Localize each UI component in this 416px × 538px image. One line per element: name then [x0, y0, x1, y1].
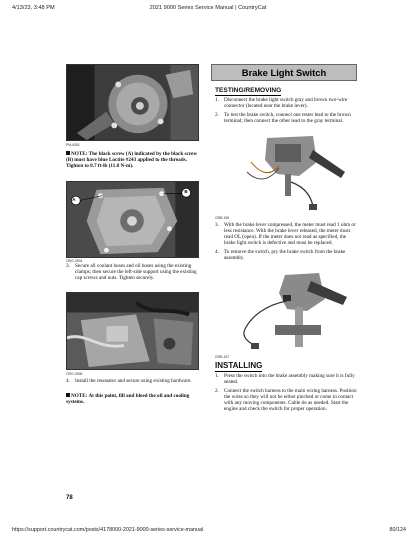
- fig3-id: ORG-0935: [66, 372, 83, 376]
- section-heading-installing: INSTALLING: [215, 361, 263, 370]
- engine-photo-1: [66, 64, 199, 141]
- engine-photo-3-image: [67, 293, 198, 369]
- list-item: [215, 388, 357, 412]
- list-item: [66, 378, 200, 384]
- note-square-icon: [66, 151, 70, 155]
- step-number: 2.: [215, 388, 219, 395]
- brake-switch-photo-1: [215, 132, 349, 214]
- step-text: To remove the switch, pry the brake switch from the brake assembly.: [224, 249, 346, 262]
- step-text: Install the resonator and secure using existing hardware.: [75, 378, 192, 384]
- manual-page-number: 78: [66, 495, 73, 501]
- list-item: [215, 222, 357, 246]
- callout-b: B: [184, 189, 188, 195]
- brake-switch-photo-2: [215, 271, 349, 353]
- step-text: Connect the switch harness to the main wiring harness. Position the wires so they will not be either pinched or come in contact with any moving components. Cable tie as needed. Start the engine and check the switch for proper operation.: [224, 388, 357, 413]
- engine-photo-2: [66, 181, 199, 258]
- note-1: [66, 151, 202, 169]
- list-item: [215, 97, 357, 109]
- step-number: 4.: [66, 378, 70, 384]
- list-item: [215, 112, 357, 124]
- note-2-text: NOTE: At this point, fill and bleed the oil and cooling systems.: [66, 393, 190, 406]
- print-page-title: 2021 9000 Series Service Manual | CountryCat: [149, 5, 267, 11]
- list-item: [215, 373, 357, 385]
- steps-testing-2: [215, 222, 357, 265]
- fig1-id: PM-0051: [66, 143, 80, 147]
- page-title: Brake Light Switch: [241, 67, 327, 78]
- brake-switch-photo-1-image: [215, 132, 349, 214]
- print-page-counter: 80/124: [389, 527, 406, 533]
- list-item: [66, 263, 200, 281]
- step-text: With the brake lever compressed, the meter must read 1 ohm or less resistance. With the brake lever released, the meter must read OL (open). If the meter does not read as specified, the brake light switch is defective and must be replaced.: [224, 222, 356, 247]
- brake-switch-photo-2-image: [215, 271, 349, 353]
- engine-photo-3: [66, 292, 199, 370]
- step-number: 3.: [215, 222, 219, 228]
- note-1-text: NOTE: The black screw (A) indicated by the black screw (B) must have blue Loctite #243 applied to the threads. Tighten to 8.7 ft-lb (11.8 N-m).: [66, 151, 198, 170]
- step-text: Disconnect the brake light switch gray and brown two-wire connector (located near the brake lever).: [224, 97, 348, 110]
- step-text: Secure all coolant hoses and oil hoses using the existing clamps; then secure the left-side support using the existing cap screws and nuts. Tighten securely.: [75, 263, 197, 282]
- step-3-left: [66, 263, 200, 284]
- note-2: [66, 393, 200, 405]
- step-number: 1.: [215, 373, 219, 379]
- step-text: Press the switch into the brake assembly making sure it is fully seated.: [224, 373, 355, 386]
- print-url: https://support.countrycat.com/posts/4178000-2021-9000-series-service-manual: [12, 527, 204, 533]
- fig4-id: GRB-155: [215, 216, 230, 220]
- print-header: [0, 5, 416, 17]
- fig2-id: ORG-0934: [66, 259, 83, 263]
- callout-a: A: [72, 197, 76, 203]
- step-4-left: [66, 378, 200, 387]
- print-datetime: 4/13/23, 3:48 PM: [12, 5, 55, 11]
- steps-testing: [215, 97, 357, 127]
- section-title-box: [211, 64, 357, 81]
- engine-photo-2-image: [67, 182, 198, 257]
- step-number: 3.: [66, 263, 70, 269]
- list-item: [215, 249, 357, 261]
- step-number: 1.: [215, 97, 219, 103]
- print-footer: [0, 527, 416, 537]
- fig5-id: GRB-157: [215, 355, 230, 359]
- step-number: 4.: [215, 249, 219, 256]
- steps-installing: [215, 373, 357, 416]
- step-number: 2.: [215, 112, 219, 119]
- section-heading-testing: TESTING/REMOVING: [215, 87, 282, 94]
- engine-photo-1-image: [67, 65, 198, 140]
- note-square-icon: [66, 393, 70, 397]
- step-text: To test the brake switch, connect one tester lead to the brown terminal; then connect the other lead to the gray terminal.: [224, 112, 351, 125]
